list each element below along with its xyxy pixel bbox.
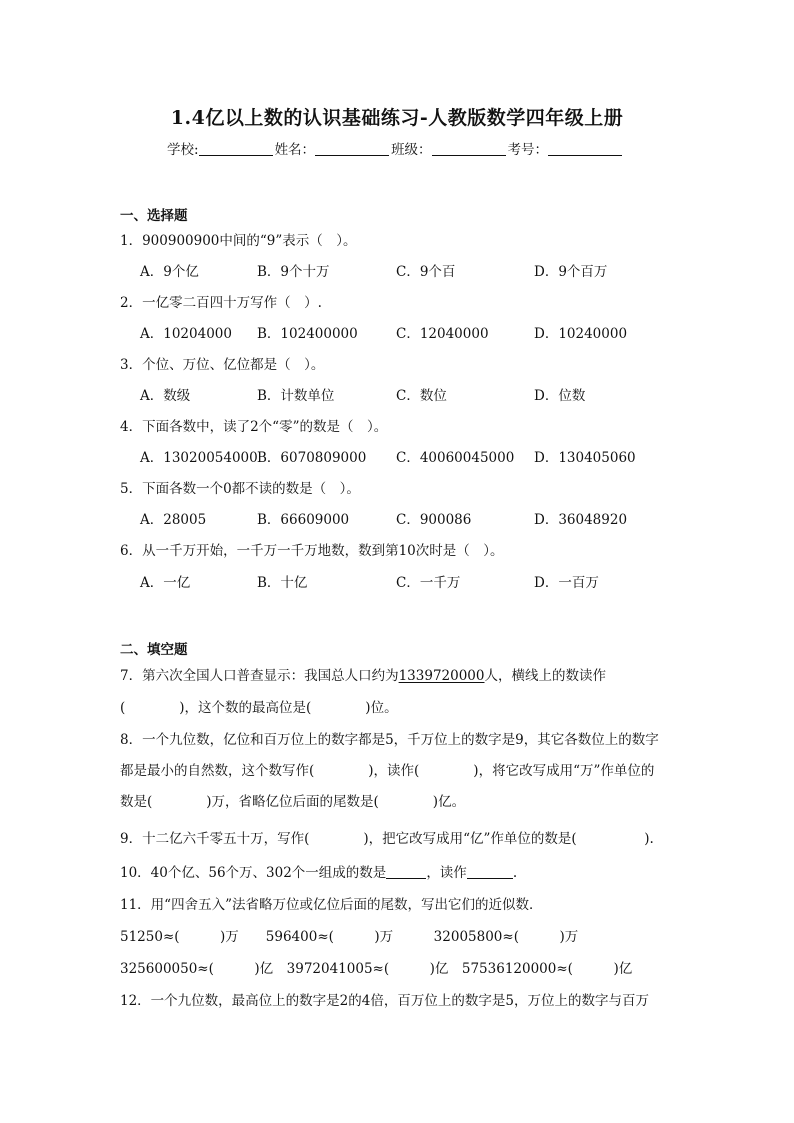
section-fill-heading: 二、填空题 [120,642,188,658]
question-10-blank-number[interactable] [386,864,426,879]
question-3-option-b[interactable]: B．计数单位 [257,388,335,404]
question-1-option-a[interactable]: A．9个亿 [140,264,199,280]
question-1-option-b[interactable]: B．9个十万 [257,264,330,280]
question-11-line-2: 51250≈( )万 596400≈( )万 32005800≈( )万 [120,929,579,945]
question-4-stem: 4．下面各数中，读了2个“零”的数是（ ）。 [120,419,388,435]
question-10-blank-reading[interactable] [467,864,513,879]
question-8-line-3: 数是( )万，省略亿位后面的尾数是( )亿。 [120,794,466,810]
question-6-stem: 6．从一千万开始，一千万一千万地数，数到第10次时是（ ）。 [120,543,504,559]
question-9-line: 9．十二亿六千零五十万，写作( )，把它改写成用“亿”作单位的数是( ). [120,831,654,847]
question-10-text-a: 10．40个亿、56个万、302个一组成的数是 [120,865,387,881]
name-blank[interactable] [315,141,389,156]
question-2-option-c[interactable]: C．12040000 [396,326,489,342]
question-6-option-d[interactable]: D．一百万 [534,575,599,591]
question-3-stem: 3．个位、万位、亿位都是（ ）。 [120,357,325,373]
question-7-text-b: 人，横线上的数读作 [484,668,606,684]
question-2-option-a[interactable]: A．10204000 [140,326,232,342]
school-blank[interactable] [199,141,273,156]
school-label: 学校: [167,142,199,158]
question-2-option-d[interactable]: D．10240000 [534,326,628,342]
question-5-option-c[interactable]: C．900086 [396,512,472,528]
question-11-line-3: 325600050≈( )亿 3972041005≈( )亿 57536120000≈( )亿 [120,961,633,977]
question-10-text-b: ，读作 [426,865,467,881]
question-8-line-2: 都是最小的自然数，这个数写作( )，读作( )，将它改写成用“万”作单位的 [120,763,655,779]
question-3-option-a[interactable]: A．数级 [140,388,191,404]
question-1-option-c[interactable]: C．9个百 [396,264,456,280]
question-3-option-c[interactable]: C．数位 [396,388,447,404]
question-5-stem: 5．下面各数一个0都不读的数是（ ）。 [120,481,360,497]
question-2-stem: 2．一亿零二百四十万写作（ ）. [120,295,322,311]
exam-no-blank[interactable] [548,141,622,156]
question-7-line-2: ( )，这个数的最高位是( )位。 [120,700,398,716]
class-blank[interactable] [432,141,506,156]
question-6-option-a[interactable]: A．一亿 [140,575,191,591]
section-choice-heading: 一、选择题 [120,208,188,224]
question-2-option-b[interactable]: B．102400000 [257,326,358,342]
question-8-line-1: 8．一个九位数，亿位和百万位上的数字都是5，千万位上的数字是9，其它各数位上的数字 [120,732,659,748]
question-1-option-d[interactable]: D．9个百万 [534,264,608,280]
question-11-line-1: 11．用“四舍五入”法省略万位或亿位后面的尾数，写出它们的近似数． [120,897,543,913]
question-5-option-b[interactable]: B．66609000 [257,512,350,528]
student-info-line [167,138,624,158]
question-5-option-a[interactable]: A．28005 [140,512,207,528]
population-number: 1339720000 [398,668,485,684]
question-10-line [120,861,517,881]
question-10-text-c: . [512,865,518,881]
page-title: 1.4亿以上数的认识基础练习-人教版数学四年级上册 [170,107,624,129]
class-label: 班级： [391,142,432,158]
question-4-option-c[interactable]: C．40060045000 [396,450,515,466]
question-6-option-c[interactable]: C．一千万 [396,575,461,591]
question-1-stem: 1．900900900中间的“9”表示（ ）。 [120,233,357,249]
question-7-line-1 [120,664,606,684]
question-5-option-d[interactable]: D．36048920 [534,512,628,528]
question-4-option-d[interactable]: D．130405060 [534,450,636,466]
question-4-option-a[interactable]: A．13020054000 [140,450,258,466]
name-label: 姓名： [274,142,316,158]
question-12-line-1: 12．一个九位数，最高位上的数字是2的4倍，百万位上的数字是5，万位上的数字与百万 [120,993,649,1009]
question-6-option-b[interactable]: B．十亿 [257,575,308,591]
exam-no-label: 考号： [507,142,549,158]
question-7-text-a: 7．第六次全国人口普查显示：我国总人口约为 [120,668,399,684]
question-4-option-b[interactable]: B．6070809000 [257,450,367,466]
question-3-option-d[interactable]: D．位数 [534,388,586,404]
